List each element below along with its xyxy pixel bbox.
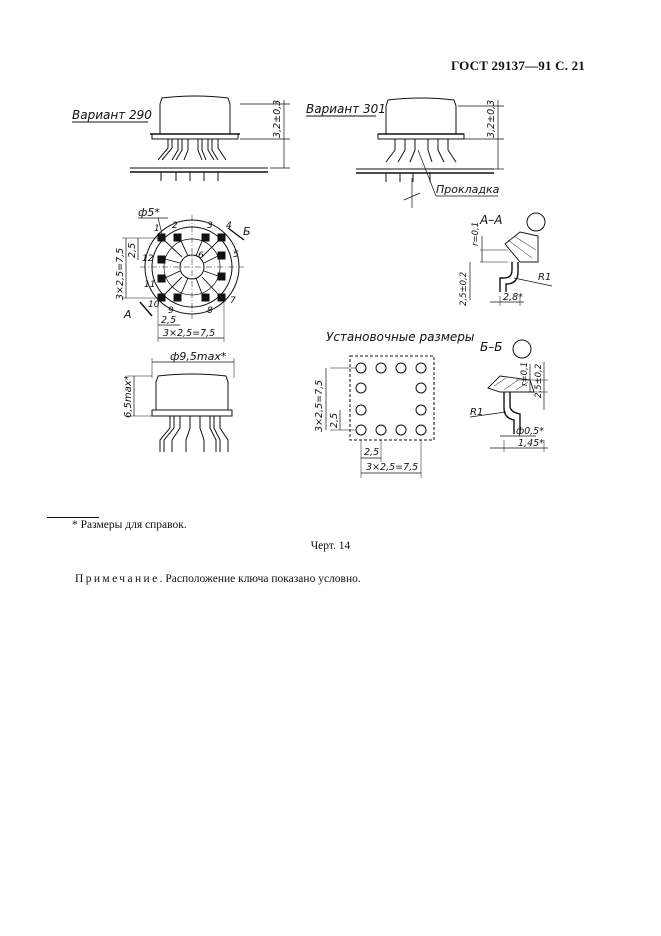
mounting-view xyxy=(314,330,474,478)
pin-number: 1 xyxy=(154,224,160,234)
pin-number: 6 xyxy=(198,251,204,261)
bb-2-5-dim: 2,5±0,2 xyxy=(534,363,544,398)
section-a-label: А–А xyxy=(480,213,503,227)
page-header: ГОСТ 29137—91 С. 21 xyxy=(451,58,585,73)
pin-number: 3 xyxy=(207,221,213,231)
mount-horizontal-dim: 3×2,5=7,5 xyxy=(366,462,419,473)
max-height: 6,5max* xyxy=(123,375,134,418)
mounting-title: Установочные размеры xyxy=(326,330,475,344)
variant-301-label: Вариант 301 xyxy=(306,102,386,116)
note-label: Примечание xyxy=(75,573,160,585)
bb-small-radius: r=0,1 xyxy=(520,361,530,386)
mount-left-2-5: 2,5 xyxy=(329,412,340,428)
bb-r1: R1 xyxy=(470,407,484,418)
footnote-rule xyxy=(47,517,99,518)
top-view xyxy=(115,206,251,342)
pin-number: 11 xyxy=(144,280,156,290)
aa-2-5-dim: 2,5±0,2 xyxy=(459,271,469,306)
pin-number: 5 xyxy=(233,250,239,260)
figure-caption: Черт. 14 xyxy=(310,540,351,552)
pin-number: 8 xyxy=(207,306,213,316)
variant-290-label: Вариант 290 xyxy=(72,108,152,122)
mark-a: А xyxy=(124,308,132,321)
bb-1-45-dim: 1,45* xyxy=(518,438,544,449)
gasket-label: Прокладка xyxy=(436,183,500,196)
mount-bottom-2-5: 2,5 xyxy=(364,447,380,458)
variant-290-view xyxy=(72,96,290,181)
variant-301-height: 3,2±0,3 xyxy=(486,99,497,138)
pin-number: 9 xyxy=(168,306,174,316)
bottom-2-5-dim: 2,5 xyxy=(161,315,177,326)
footnote: * Размеры для справок. xyxy=(72,519,187,531)
max-diameter: ф9,5max* xyxy=(170,350,227,363)
bb-diameter: ф0,5* xyxy=(516,426,544,437)
mount-vertical-dim: 3×2,5=7,5 xyxy=(314,379,325,432)
pin-number: 4 xyxy=(226,221,232,231)
mark-b: Б xyxy=(243,225,251,238)
vertical-pitch-dim: 3×2,5=7,5 xyxy=(115,247,126,300)
variant-301-view xyxy=(306,98,504,208)
horizontal-pitch-dim: 3×2,5=7,5 xyxy=(163,328,216,339)
pin-number: 2 xyxy=(172,221,178,231)
left-2-5-dim: 2,5 xyxy=(127,242,138,258)
pin-number: 10 xyxy=(148,300,160,310)
front-view xyxy=(123,350,234,452)
variant-290-height: 3,2±0,3 xyxy=(272,99,283,138)
pin-number: 7 xyxy=(230,296,236,306)
section-b-b xyxy=(470,340,548,452)
pin-circle-diameter: ф5* xyxy=(138,206,160,219)
aa-2-8-dim: 2,8* xyxy=(503,292,523,303)
section-b-label: Б–Б xyxy=(480,340,503,354)
pin-number: 12 xyxy=(142,254,154,264)
aa-r1: R1 xyxy=(538,272,552,283)
aa-small-radius: r=0,1 xyxy=(471,221,481,246)
note xyxy=(75,573,361,585)
section-a-a xyxy=(459,213,552,306)
note-text: . Расположение ключа показано условно. xyxy=(159,573,361,585)
